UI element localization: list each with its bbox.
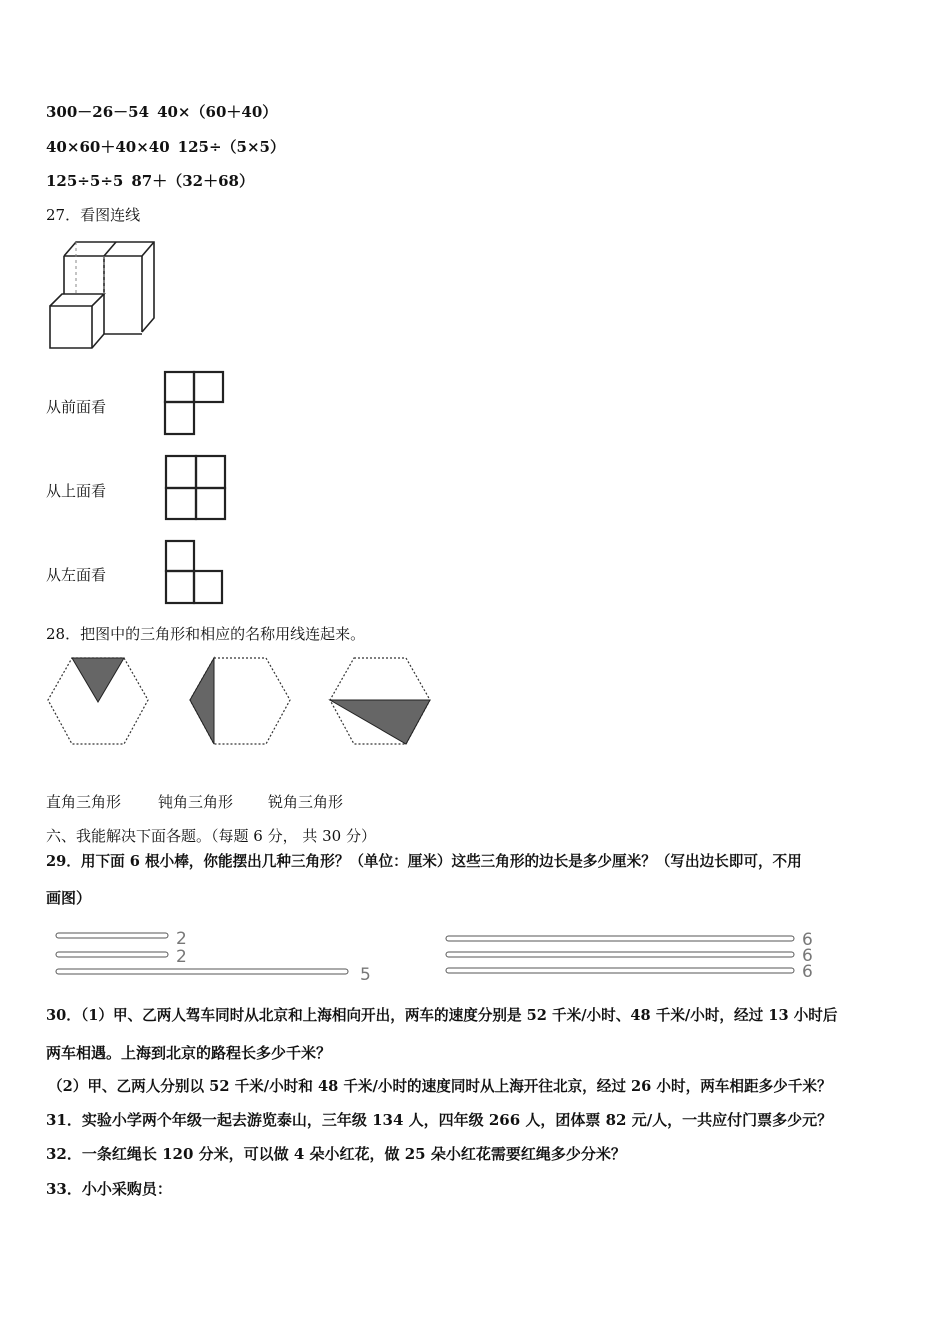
- question-28-title: 28．把图中的三角形和相应的名称用线连起来。: [46, 625, 366, 643]
- stick-length-label: 5: [360, 965, 371, 984]
- hexagon-figures: [44, 654, 444, 750]
- section-6-title: 六、我能解决下面各题。（每题 6 分， 共 30 分）: [46, 827, 376, 845]
- calc-row-3: [46, 170, 254, 191]
- top-view-figure: [164, 454, 228, 522]
- view-label-front: 从前面看: [46, 398, 107, 416]
- calc-expression: 125÷（5×5）: [177, 138, 285, 156]
- question-30-line-2: 两车相遇。上海到北京的路程长多少千米？: [46, 1044, 332, 1062]
- question-29-line-2: 画图）: [46, 889, 92, 907]
- stick-length-label: 6: [802, 962, 813, 982]
- stick-length-label: 6: [802, 930, 813, 950]
- view-label-left: 从左面看: [46, 566, 107, 584]
- question-29-line-1: 29．用下面 6 根小棒，你能摆出几种三角形？（单位：厘米）这些三角形的边长是多少厘米？（写出边长即可，不用: [46, 853, 802, 870]
- question-33: 33．小小采购员：: [46, 1180, 172, 1198]
- calc-expression: 40×（60＋40）: [157, 103, 278, 121]
- calc-expression: 300－26－54: [46, 103, 150, 121]
- stick-length-label: 2: [176, 929, 187, 949]
- sticks-figure: [52, 926, 822, 984]
- question-31: 31．实验小学两个年级一起去游览泰山，三年级 134 人，四年级 266 人，团体票 82 元/人，一共应付门票多少元？: [46, 1111, 833, 1129]
- hexagon-right-triangle: [330, 658, 430, 744]
- stick-length-label: 6: [802, 946, 813, 966]
- triangle-name: 锐角三角形: [268, 793, 344, 811]
- calc-expression: 40×60＋40×40: [46, 138, 170, 156]
- stick-length-label: 2: [176, 947, 187, 967]
- calc-row-2: [46, 136, 285, 157]
- left-view-figure: [164, 539, 226, 607]
- question-32: 32．一条红绳长 120 分米，可以做 4 朵小红花，做 25 朵小红花需要红绳多少分米？: [46, 1145, 626, 1163]
- cube-solid-figure: [44, 236, 160, 356]
- question-30-line-3: （2）甲、乙两人分别以 52 千米/小时和 48 千米/小时的速度同时从上海开往北京，经过 26 小时，两车相距多少千米？: [48, 1078, 832, 1095]
- triangle-name: 钝角三角形: [158, 793, 234, 811]
- question-27-title: 27．看图连线: [46, 206, 141, 224]
- hexagon-obtuse-triangle: [190, 658, 290, 744]
- triangle-name-list: [46, 791, 343, 812]
- hexagon-acute-triangle: [48, 658, 148, 744]
- calc-expression: 87＋（32＋68）: [131, 172, 254, 190]
- question-30-line-1: 30．（1）甲、乙两人驾车同时从北京和上海相向开出，两车的速度分别是 52 千米/小时、48 千米/小时，经过 13 小时后: [46, 1007, 838, 1024]
- view-label-top: 从上面看: [46, 482, 107, 500]
- calc-expression: 125÷5÷5: [46, 172, 124, 190]
- front-view-figure: [163, 370, 225, 438]
- triangle-name: 直角三角形: [46, 793, 122, 811]
- calc-row-1: [46, 101, 277, 122]
